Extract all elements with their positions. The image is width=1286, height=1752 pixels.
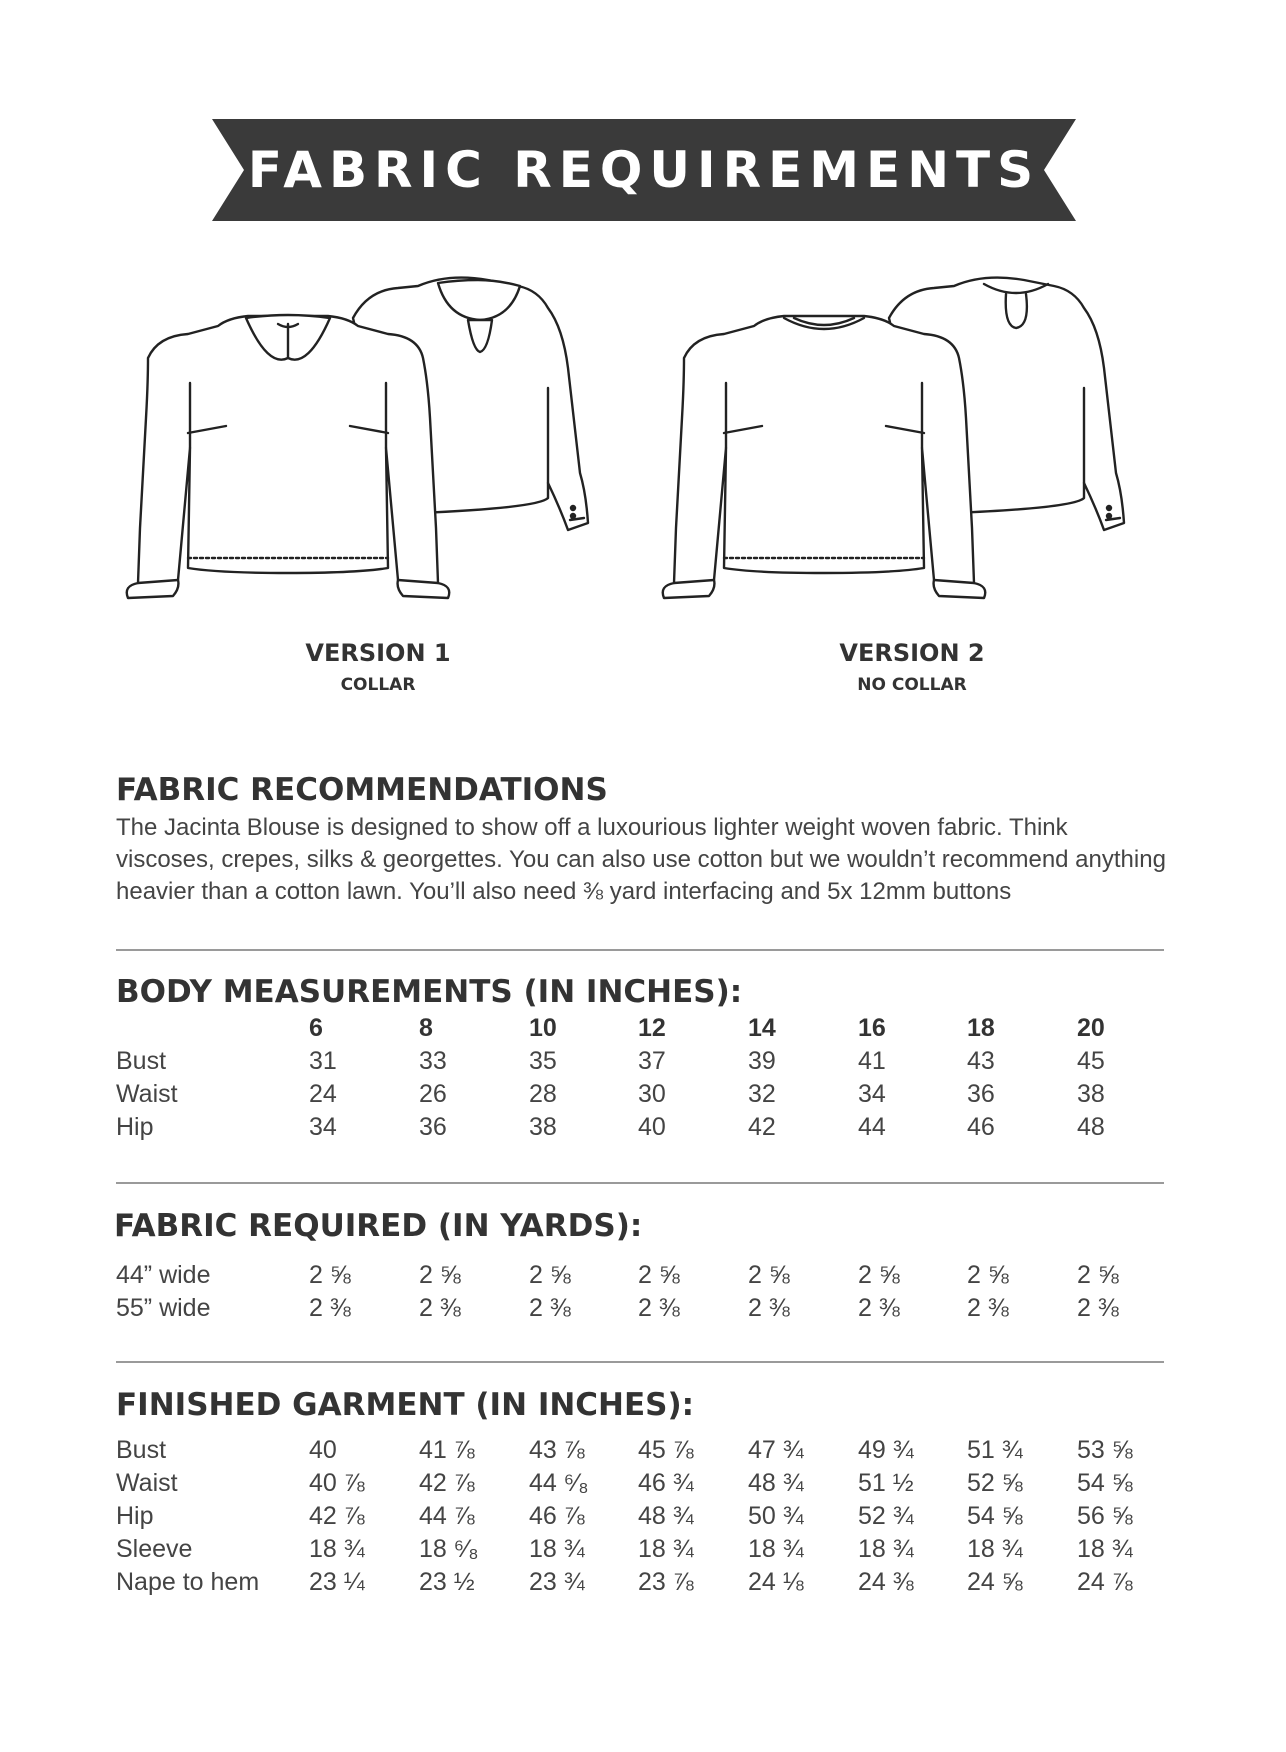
size-header: 14 [748,1014,776,1042]
table-cell: 23 ¾ [529,1568,585,1596]
table-cell: 23 ⅞ [638,1568,694,1596]
table-cell: 56 ⅝ [1077,1502,1133,1530]
table-cell: 54 ⅝ [1077,1469,1133,1497]
version-2-subtitle: NO COLLAR [857,675,967,695]
table-cell: 34 [858,1080,886,1108]
version-2-no-collar-blouse-illustration [654,268,1174,608]
table-cell: 18 ¾ [309,1535,365,1563]
table-cell: 40 ⅞ [309,1469,365,1497]
table-cell: 2 ⅜ [638,1294,680,1322]
table-cell: 35 [529,1047,557,1075]
table-cell: 2 ⅜ [967,1294,1009,1322]
table-cell: 52 ¾ [858,1502,914,1530]
table-cell: 2 ⅜ [419,1294,461,1322]
table-cell: 42 ⅞ [419,1469,475,1497]
table-cell: 24 ⅜ [858,1568,914,1596]
row-label: Bust [116,1047,167,1075]
table-cell: 42 [748,1113,776,1141]
table-cell: 18 ¾ [967,1535,1023,1563]
table-cell: 24 ⅝ [967,1568,1023,1596]
table-cell: 2 ⅝ [967,1261,1009,1289]
table-cell: 38 [1077,1080,1105,1108]
table-cell: 52 ⅝ [967,1469,1023,1497]
fabric-required-heading: FABRIC REQUIRED (IN YARDS): [114,1208,643,1244]
version-2-name: VERSION 2 [839,639,985,667]
table-cell: 30 [638,1080,666,1108]
section-divider [116,949,1164,951]
page-title: FABRIC REQUIREMENTS [247,141,1041,199]
table-cell: 46 ⅞ [529,1502,585,1530]
front-view-drawing [663,316,986,598]
table-cell: 40 [309,1436,337,1464]
table-cell: 2 ⅝ [858,1261,900,1289]
version-1-label [218,638,538,698]
table-cell: 28 [529,1080,557,1108]
table-cell: 48 ¾ [638,1502,694,1530]
finished-garment-heading: FINISHED GARMENT (IN INCHES): [116,1387,695,1423]
row-label: Hip [116,1502,154,1530]
table-cell: 48 ¾ [748,1469,804,1497]
table-cell: 2 ⅝ [1077,1261,1119,1289]
table-cell: 46 [967,1113,995,1141]
table-cell: 38 [529,1113,557,1141]
table-cell: 2 ⅝ [419,1261,461,1289]
table-cell: 45 [1077,1047,1105,1075]
table-cell: 18 ¾ [748,1535,804,1563]
body-measurements-heading: BODY MEASUREMENTS (IN INCHES): [116,974,743,1010]
table-cell: 24 [309,1080,337,1108]
table-cell: 23 ¼ [309,1568,365,1596]
table-cell: 2 ⅝ [638,1261,680,1289]
table-cell: 51 ¾ [967,1436,1023,1464]
table-cell: 40 [638,1113,666,1141]
table-cell: 2 ⅜ [309,1294,351,1322]
table-cell: 48 [1077,1113,1105,1141]
row-label: 44” wide [116,1261,211,1289]
fabric-recommendations-text: The Jacinta Blouse is designed to show off a luxourious lighter weight woven fabric. Think viscoses, crepes, silks & georgettes. You can also use cotton but we wouldn’t recommend anything heavier than a cotton lawn. You’ll also need ⅜ yard interfacing and 5x 12mm buttons [116,814,1166,905]
size-header: 12 [638,1014,666,1042]
version-1-collar-blouse-illustration [118,268,638,608]
table-cell: 2 ⅝ [309,1261,351,1289]
row-label: 55” wide [116,1294,211,1322]
table-cell: 18 ¾ [529,1535,585,1563]
table-cell: 2 ⅜ [529,1294,571,1322]
table-cell: 36 [419,1113,447,1141]
version-1-subtitle: COLLAR [340,675,416,695]
size-header: 10 [529,1014,557,1042]
table-cell: 53 ⅝ [1077,1436,1133,1464]
version-2-label [752,638,1072,698]
table-cell: 33 [419,1047,447,1075]
row-label: Waist [116,1469,178,1497]
table-cell: 34 [309,1113,337,1141]
table-cell: 51 ½ [858,1469,914,1497]
table-cell: 49 ¾ [858,1436,914,1464]
row-label: Waist [116,1080,178,1108]
table-cell: 18 ⁶⁄₈ [419,1535,479,1563]
table-cell: 46 ¾ [638,1469,694,1497]
table-cell: 26 [419,1080,447,1108]
row-label: Nape to hem [116,1568,260,1596]
table-cell: 47 ¾ [748,1436,804,1464]
table-cell: 2 ⅝ [529,1261,571,1289]
table-cell: 32 [748,1080,776,1108]
table-cell: 44 ⁶⁄₈ [529,1469,589,1497]
table-cell: 42 ⅞ [309,1502,365,1530]
table-cell: 50 ¾ [748,1502,804,1530]
fabric-recommendations-heading: FABRIC RECOMMENDATIONS [116,772,608,808]
table-cell: 43 ⅞ [529,1436,585,1464]
table-cell: 39 [748,1047,776,1075]
table-cell: 2 ⅜ [748,1294,790,1322]
table-cell: 44 [858,1113,886,1141]
size-header: 6 [309,1014,323,1042]
section-divider [116,1361,1164,1363]
table-cell: 45 ⅞ [638,1436,694,1464]
table-cell: 24 ⅞ [1077,1568,1133,1596]
version-1-name: VERSION 1 [305,639,451,667]
title-banner [212,119,1076,221]
table-cell: 41 [858,1047,886,1075]
table-cell: 18 ¾ [1077,1535,1133,1563]
table-cell: 44 ⅞ [419,1502,475,1530]
table-cell: 23 ½ [419,1568,475,1596]
table-cell: 37 [638,1047,666,1075]
row-label: Bust [116,1436,167,1464]
table-cell: 2 ⅝ [748,1261,790,1289]
size-header: 18 [967,1014,995,1042]
front-view-drawing [127,315,450,598]
table-cell: 18 ¾ [858,1535,914,1563]
table-cell: 31 [309,1047,337,1075]
table-cell: 41 ⅞ [419,1436,475,1464]
size-header: 8 [419,1014,433,1042]
table-cell: 18 ¾ [638,1535,694,1563]
table-cell: 24 ⅛ [748,1568,804,1596]
table-cell: 2 ⅜ [1077,1294,1119,1322]
table-cell: 2 ⅜ [858,1294,900,1322]
row-label: Sleeve [116,1535,193,1563]
section-divider [116,1182,1164,1184]
size-header: 16 [858,1014,886,1042]
row-label: Hip [116,1113,154,1141]
table-cell: 54 ⅝ [967,1502,1023,1530]
table-cell: 36 [967,1080,995,1108]
size-header: 20 [1077,1014,1105,1042]
table-cell: 43 [967,1047,995,1075]
